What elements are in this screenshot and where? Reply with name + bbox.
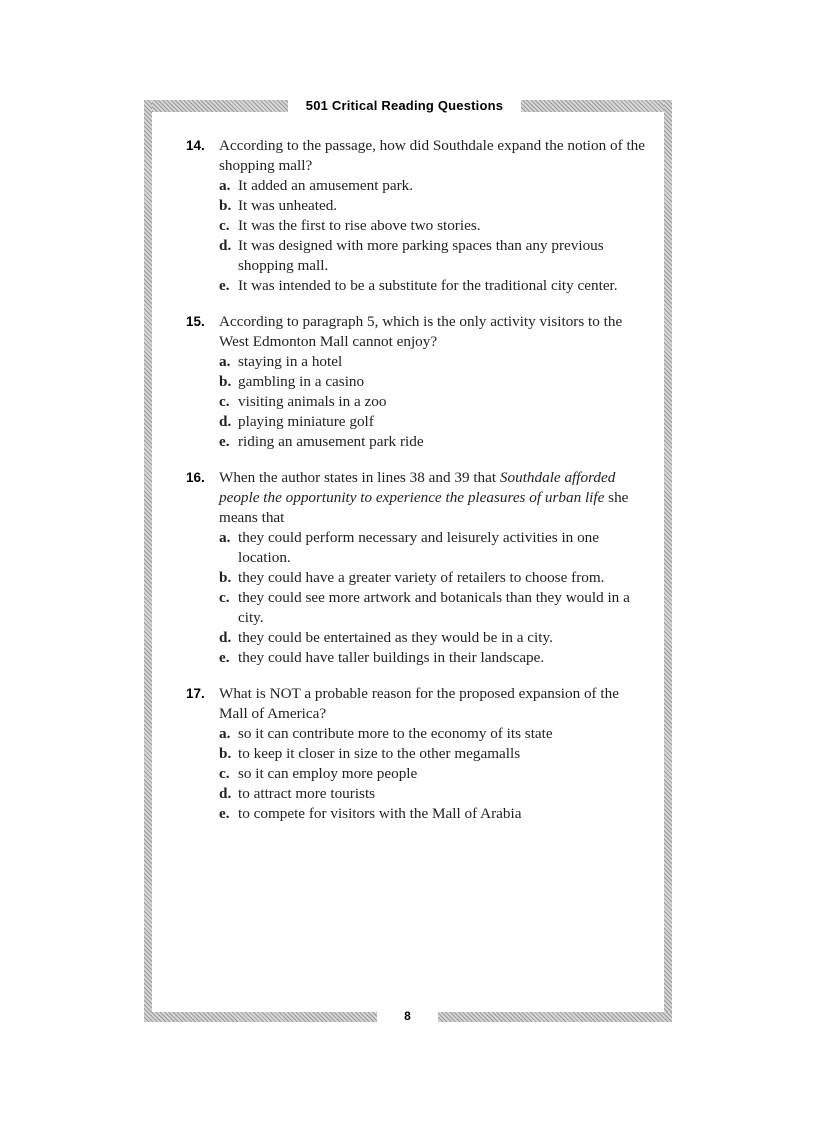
option-letter: e. bbox=[219, 649, 230, 666]
answer-option-e bbox=[219, 432, 646, 452]
frame-top-right-bar bbox=[521, 100, 672, 112]
answer-option-a bbox=[219, 176, 646, 196]
question-number: 14. bbox=[186, 138, 205, 153]
question-number: 16. bbox=[186, 470, 205, 485]
stem-quotation: Southdale afforded people the opportunity to experience the pleasures of urban life bbox=[219, 469, 616, 506]
option-text: It was unheated. bbox=[238, 197, 338, 214]
option-letter: e. bbox=[219, 277, 230, 294]
frame-left-bar bbox=[144, 100, 152, 1022]
option-letter: c. bbox=[219, 589, 230, 606]
running-head-title: 501 Critical Reading Questions bbox=[305, 98, 504, 113]
frame-top-left-bar bbox=[144, 100, 288, 112]
option-letter: c. bbox=[219, 393, 230, 410]
question-stem bbox=[219, 468, 646, 528]
option-letter: d. bbox=[219, 785, 232, 802]
answer-options bbox=[186, 176, 646, 296]
option-text: they could be entertained as they would be in a city. bbox=[238, 629, 553, 646]
option-letter: d. bbox=[219, 413, 232, 430]
question-16 bbox=[186, 468, 646, 668]
answer-option-c bbox=[219, 216, 646, 236]
answer-option-c bbox=[219, 764, 646, 784]
option-letter: a. bbox=[219, 353, 231, 370]
stem-suffix: she means that bbox=[219, 489, 629, 526]
answer-options bbox=[186, 528, 646, 668]
answer-options bbox=[186, 352, 646, 452]
option-text: It added an amusement park. bbox=[238, 177, 414, 194]
answer-option-e bbox=[219, 648, 646, 668]
option-letter: b. bbox=[219, 373, 232, 390]
option-letter: a. bbox=[219, 725, 231, 742]
stem-prefix: When the author states in lines 38 and 39 that bbox=[219, 469, 500, 486]
option-text: riding an amusement park ride bbox=[238, 433, 424, 450]
answer-option-e bbox=[219, 276, 646, 296]
option-letter: b. bbox=[219, 197, 232, 214]
page-number: 8 bbox=[404, 1009, 411, 1023]
answer-option-a bbox=[219, 724, 646, 744]
option-text: staying in a hotel bbox=[238, 353, 343, 370]
option-text: It was the first to rise above two stories. bbox=[238, 217, 481, 234]
question-14 bbox=[186, 136, 646, 296]
question-number: 15. bbox=[186, 314, 205, 329]
option-letter: d. bbox=[219, 237, 232, 254]
option-text: they could have a greater variety of retailers to choose from. bbox=[238, 569, 605, 586]
option-text: to attract more tourists bbox=[238, 785, 376, 802]
option-letter: e. bbox=[219, 433, 230, 450]
answer-option-c bbox=[219, 392, 646, 412]
question-stem: According to paragraph 5, which is the only activity visitors to the West Edmonton Mall cannot enjoy? bbox=[219, 313, 623, 350]
answer-option-d bbox=[219, 628, 646, 648]
option-letter: c. bbox=[219, 765, 230, 782]
option-letter: e. bbox=[219, 805, 230, 822]
answer-option-a bbox=[219, 528, 646, 568]
frame-bottom-right-bar bbox=[438, 1012, 672, 1022]
option-text: so it can contribute more to the economy of its state bbox=[238, 725, 553, 742]
option-text: It was intended to be a substitute for the traditional city center. bbox=[238, 277, 618, 294]
option-text: It was designed with more parking spaces than any previous shopping mall. bbox=[238, 237, 604, 274]
option-text: to compete for visitors with the Mall of Arabia bbox=[238, 805, 522, 822]
answer-options bbox=[186, 724, 646, 824]
frame-right-bar bbox=[664, 100, 672, 1022]
question-stem: What is NOT a probable reason for the proposed expansion of the Mall of America? bbox=[219, 685, 619, 722]
question-number: 17. bbox=[186, 686, 205, 701]
option-letter: b. bbox=[219, 745, 232, 762]
answer-option-d bbox=[219, 784, 646, 804]
frame-bottom-left-bar bbox=[144, 1012, 377, 1022]
answer-option-b bbox=[219, 744, 646, 764]
answer-option-d bbox=[219, 412, 646, 432]
option-letter: a. bbox=[219, 529, 231, 546]
answer-option-c bbox=[219, 588, 646, 628]
option-text: they could perform necessary and leisurely activities in one location. bbox=[238, 529, 599, 566]
question-17 bbox=[186, 684, 646, 824]
option-text: visiting animals in a zoo bbox=[238, 393, 387, 410]
question-15 bbox=[186, 312, 646, 452]
option-letter: d. bbox=[219, 629, 232, 646]
answer-option-b bbox=[219, 372, 646, 392]
option-text: to keep it closer in size to the other megamalls bbox=[238, 745, 521, 762]
answer-option-b bbox=[219, 196, 646, 216]
answer-option-d bbox=[219, 236, 646, 276]
answer-option-e bbox=[219, 804, 646, 824]
option-text: they could have taller buildings in their landscape. bbox=[238, 649, 545, 666]
answer-option-a bbox=[219, 352, 646, 372]
option-text: playing miniature golf bbox=[238, 413, 374, 430]
question-list bbox=[186, 136, 646, 840]
question-stem: According to the passage, how did Southdale expand the notion of the shopping mall? bbox=[219, 137, 645, 174]
option-text: gambling in a casino bbox=[238, 373, 365, 390]
answer-option-b bbox=[219, 568, 646, 588]
option-letter: b. bbox=[219, 569, 232, 586]
option-text: they could see more artwork and botanicals than they would in a city. bbox=[238, 589, 630, 626]
option-letter: c. bbox=[219, 217, 230, 234]
option-letter: a. bbox=[219, 177, 231, 194]
option-text: so it can employ more people bbox=[238, 765, 418, 782]
